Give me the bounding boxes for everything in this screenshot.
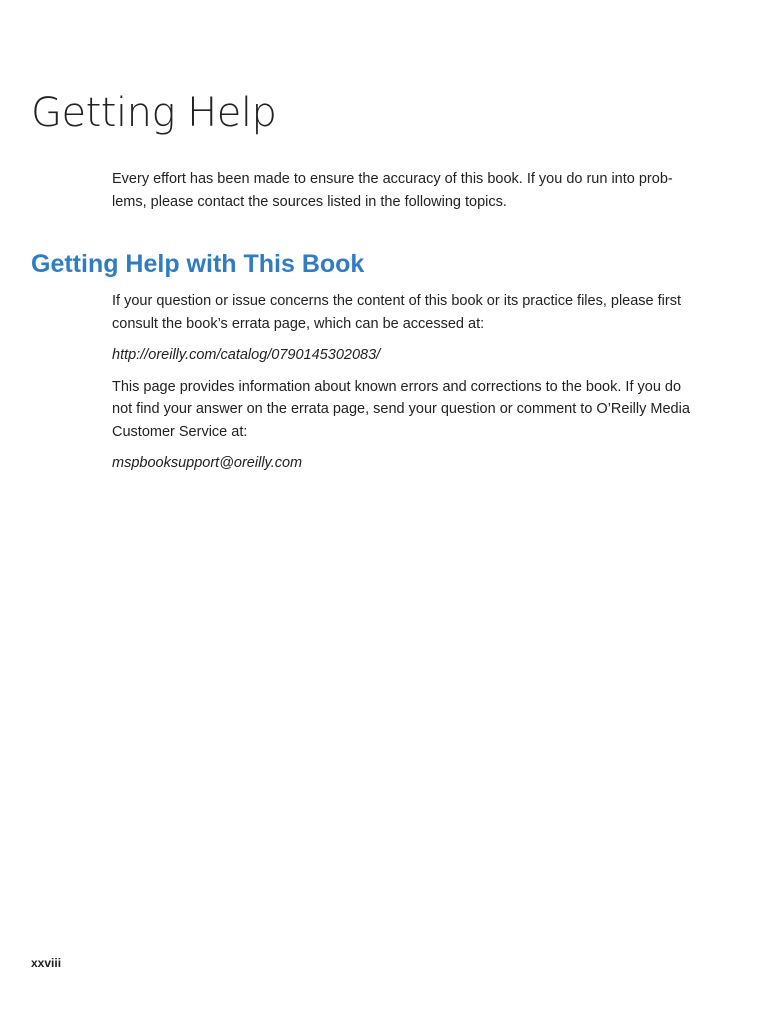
section-body: [112, 290, 702, 484]
section-paragraph-2: This page provides information about known errors and corrections to the book. If you do not find your answer on the errata page, send your question or comment to O’Reilly Media Customer Service at:: [112, 378, 690, 440]
page-number: xxviii: [31, 956, 62, 970]
support-email-link[interactable]: mspbooksupport@oreilly.com: [112, 455, 303, 471]
intro-paragraph: Every effort has been made to ensure the accuracy of this book. If you do run into prob-lems, please contact the sources listed in the following topics.: [112, 171, 673, 210]
page-title: Getting Help: [31, 90, 277, 136]
intro-block: [112, 168, 702, 213]
section-paragraph-1: If your question or issue concerns the content of this book or its practice files, please first consult the book’s errata page, which can be accessed at:: [112, 293, 682, 332]
errata-url-link[interactable]: http://oreilly.com/catalog/0790145302083/: [112, 347, 381, 363]
section-heading: Getting Help with This Book: [31, 250, 365, 278]
